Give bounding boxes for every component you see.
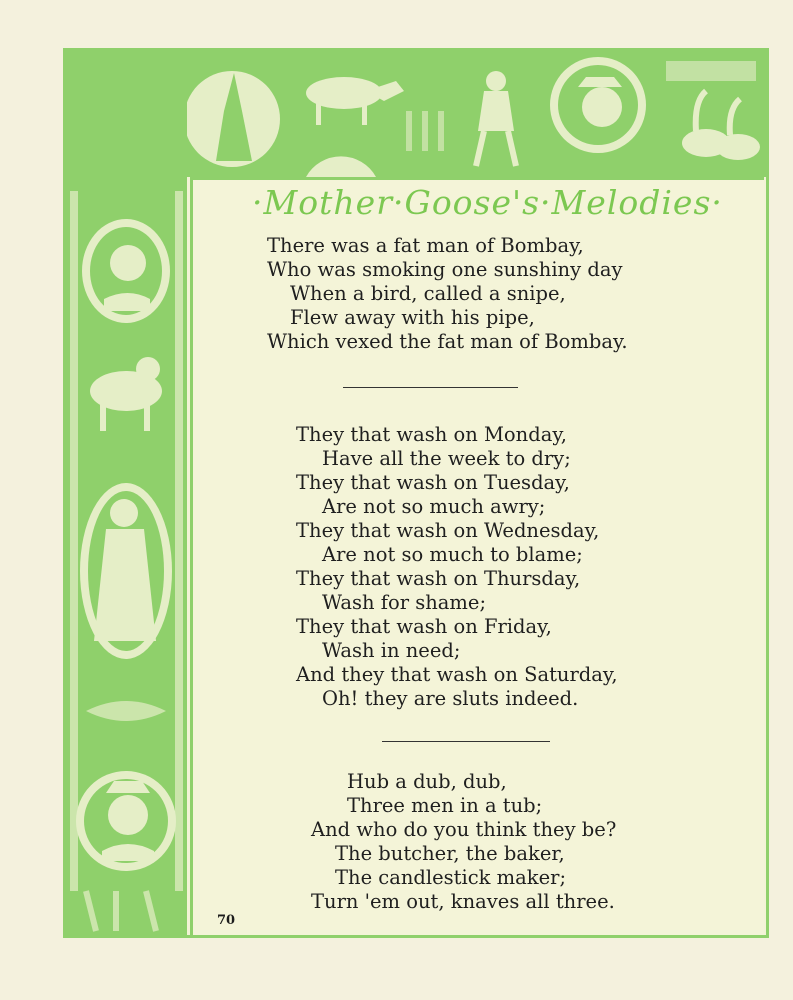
poem-line: The butcher, the baker, — [335, 842, 565, 865]
left-decorative-band — [66, 51, 187, 935]
poem-line: They that wash on Thursday, — [296, 567, 581, 590]
poem-line: Three men in a tub; — [347, 794, 543, 817]
poem-line: Are not so much to blame; — [322, 543, 583, 566]
poem-line: And who do you think they be? — [311, 818, 617, 841]
poem-line: Are not so much awry; — [322, 495, 546, 518]
poem-line: Who was smoking one sunshiny day — [267, 258, 623, 281]
poem-line: Hub a dub, dub, — [347, 770, 507, 793]
page-number: 70 — [217, 913, 236, 928]
poem-line: Flew away with his pipe, — [290, 306, 535, 329]
poem-line: Wash for shame; — [322, 591, 487, 614]
poem-line: Have all the week to dry; — [322, 447, 571, 470]
poem-line: Which vexed the fat man of Bombay. — [267, 330, 628, 353]
poem-line: Wash in need; — [322, 639, 461, 662]
poem-line: They that wash on Monday, — [296, 423, 567, 446]
maid-icon — [80, 483, 172, 659]
poem-line: There was a fat man of Bombay, — [267, 234, 584, 257]
girl-portrait-icon — [82, 219, 170, 323]
witch-silhouette-icon — [184, 71, 280, 167]
poem-line: They that wash on Tuesday, — [296, 471, 570, 494]
section-divider — [382, 741, 550, 742]
poem-line: Turn 'em out, knaves all three. — [311, 890, 615, 913]
poem-wash-days — [296, 423, 618, 711]
portrait-medallion-icon — [550, 57, 646, 153]
poem-hub-a-dub — [311, 770, 616, 914]
section-divider — [343, 387, 518, 388]
poem-line: They that wash on Friday, — [296, 615, 552, 638]
page-title: ·Mother·Goose's·Melodies· — [252, 183, 723, 222]
poem-line: Oh! they are sluts indeed. — [322, 687, 579, 710]
poem-line: The candlestick maker; — [335, 866, 567, 889]
dog-icon — [90, 357, 162, 431]
poem-line: They that wash on Wednesday, — [296, 519, 600, 542]
poem-line: When a bird, called a snipe, — [290, 282, 566, 305]
poem-line: And they that wash on Saturday, — [296, 663, 618, 686]
poem-fat-man-of-bombay — [267, 234, 628, 354]
boy-portrait-icon — [76, 771, 176, 871]
